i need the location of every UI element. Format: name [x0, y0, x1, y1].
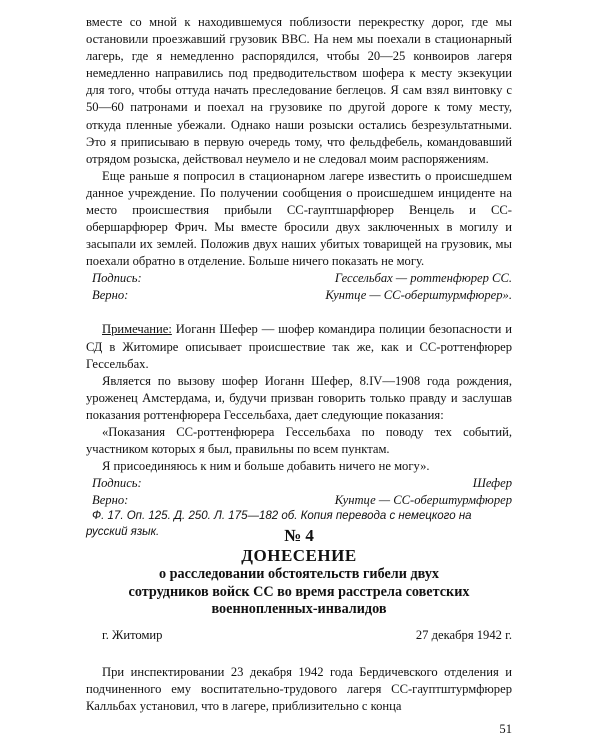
document-place: г. Житомир [102, 628, 163, 642]
verified-name-2: Кунтце — СС-оберштурмфюрер [334, 493, 512, 508]
signature-name: Гессельбах — роттенфюрер СС. [334, 271, 512, 286]
document-subject-line-2: сотрудников войск СС во время расстрела советских [128, 583, 470, 600]
paragraph-driver-intro: Является по вызову шофер Иоганн Шефер, 8.IV—1908 года рождения, уроженец Амстердама, и, будучи призван говорить только правду и заслушав показания роттенфюрера Гессельбаха, дает следующие показания: [86, 373, 512, 422]
note-label: Примечание: [102, 322, 172, 337]
verified-label-2: Верно: [92, 493, 129, 508]
paragraph-inspection: При инспектировании 23 декабря 1942 года Бердичевского отделения и подчиненного ему воспитательно-трудового лагеря СС-гауптштурмфюрер Калльбах установил, что в лагере, приблизительно с конца [86, 665, 512, 714]
document-subject-line-3: военнопленных-инвалидов [211, 601, 387, 617]
note-text: Иоганн Шефер — шофер командира полиции безопасности и СД в Житомире описывает происшествие так же, как и СС-роттенфюрер Гессельбах. [86, 322, 512, 371]
document-date: 27 декабря 1942 г. [415, 628, 512, 642]
verified-line-2 [86, 492, 512, 509]
signature-line-2 [86, 475, 512, 492]
signature-label: Подпись: [92, 271, 142, 286]
signature-label-2: Подпись: [92, 476, 142, 491]
document-number: № 4 [284, 526, 314, 545]
report-body [86, 664, 512, 715]
verified-name: Кунтце — СС-оберштурмфюрер». [325, 288, 512, 303]
verified-label: Верно: [92, 288, 129, 303]
verified-line [86, 287, 512, 304]
continued-testimony [86, 14, 512, 540]
note-paragraph [86, 321, 512, 372]
paragraph-escape-pursuit: вместе со мной к находившемуся поблизости перекрестку дорог, где мы остановили проезжавший грузовик ВВС. На нем мы поехали в стационарный лагерь, где я немедленно распорядился, чтобы 20—25 конвоиров лагеря немедленно направились под предводительством шофера к месту экзекуции для того, чтобы оттуда начать преследование беглецов. Я сам взял винтовку с 50—60 патронами и поехал на грузовике по другой дороге к тому месту, откуда пленные убежали. Однако наши розыски остались безрезультатными. Это я приписываю в первую очередь тому, что фельдфебель, командовавший отрядом розыска, действовал неумело и не следовал моим распоряжениям. [86, 15, 512, 166]
document-subject-line-1: о расследовании обстоятельств гибели двух [158, 566, 440, 582]
paragraph-driver-quote: «Показания СС-роттенфюрера Гессельбаха по поводу тех событий, участником которых я был, правильны по всем пунктам. [86, 424, 512, 457]
signature-line [86, 270, 512, 287]
page-number: 51 [499, 722, 512, 736]
paragraph-driver-closing: Я присоединяюсь к ним и больше добавить ничего не могу». [102, 459, 430, 474]
place-date-line [86, 628, 512, 645]
archive-source-citation: Ф. 17. Оп. 125. Д. 250. Л. 175—182 об. Копия перевода с немецкого на русский язык. [86, 510, 472, 538]
paragraph-burial: Еще раньше я попросил в стационарном лагере известить о происшедшем данное учреждение. По получении сообщения о происшедшем инциденте на место происшествия прибыли СС-гауптшарфюрер Венцель и СС-обершарфюрер Фрич. Мы вместе бросили двух заключенных в могилу и засыпали их землей. Положив двух наших убитых товарищей на грузовик, мы поехали обратно в отделение. Больше ничего показать не могу. [86, 168, 512, 269]
document-heading [86, 526, 512, 619]
signature-name-2: Шефер [472, 476, 512, 491]
document-type: ДОНЕСЕНИЕ [241, 546, 357, 565]
